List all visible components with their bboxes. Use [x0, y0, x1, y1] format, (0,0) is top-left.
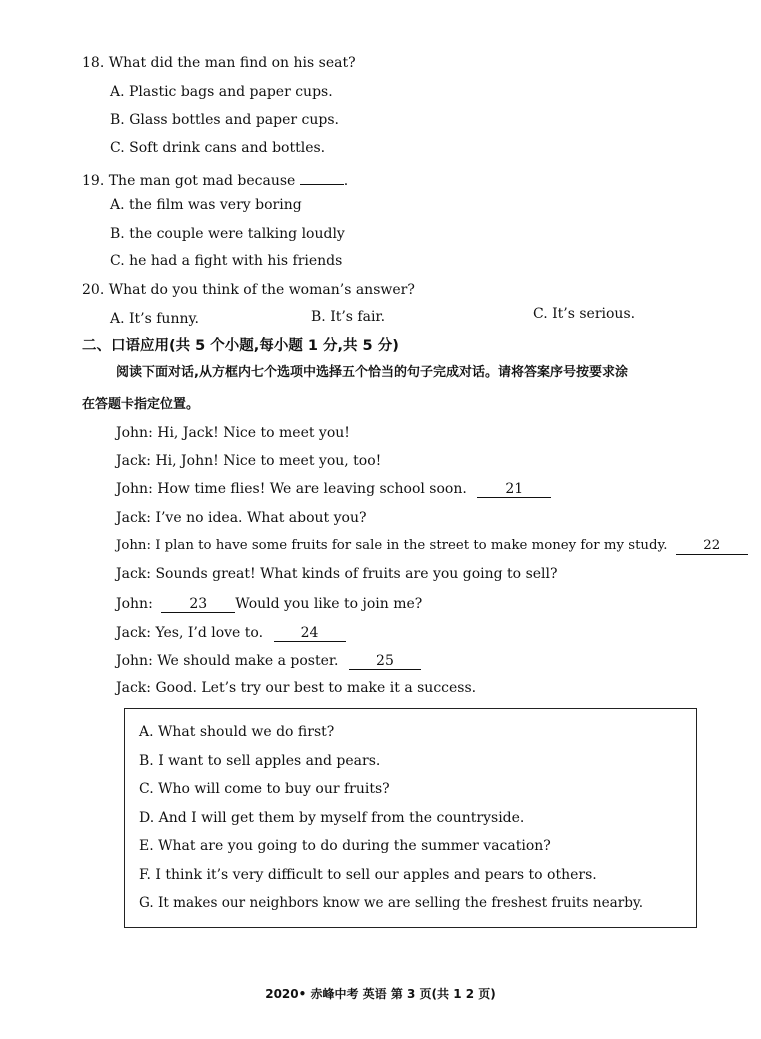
dialogue-line — [116, 652, 421, 670]
dialogue-text: Would you like to join me? — [235, 596, 423, 612]
choice-b: B. I want to sell apples and pears. — [139, 753, 381, 769]
dialogue-speaker: Jack: — [116, 453, 151, 469]
question-20-option-b: B. It’s fair. — [311, 309, 386, 325]
dialogue-speaker: John: — [116, 425, 153, 441]
dialogue-text: We should make a poster. — [157, 653, 339, 669]
question-19-stem-text: 19. The man got mad because — [82, 173, 296, 189]
section-instruction-line-2: 在答题卡指定位置。 — [82, 397, 200, 412]
question-18-option-a: A. Plastic bags and paper cups. — [110, 84, 333, 100]
dialogue-line — [116, 679, 476, 697]
dialogue-line — [116, 509, 366, 527]
dialogue-line — [116, 480, 551, 498]
dialogue-text: Sounds great! What kinds of fruits are you going to sell? — [155, 566, 558, 582]
choice-d: D. And I will get them by myself from the countryside. — [139, 810, 525, 826]
section-instruction-line-1: 阅读下面对话,从方框内七个选项中选择五个恰当的句子完成对话。请将答案序号按要求涂 — [116, 365, 628, 380]
dialogue-text: I’ve no idea. What about you? — [155, 510, 367, 526]
dialogue-speaker: Jack: — [116, 625, 151, 641]
question-19-option-c: C. he had a fight with his friends — [110, 253, 343, 269]
dialogue-line — [116, 565, 558, 583]
dialogue-text: How time flies! We are leaving school soon. — [157, 481, 467, 497]
question-19-stem-end: . — [343, 173, 349, 189]
question-19-stem — [82, 168, 348, 190]
question-19-option-b: B. the couple were talking loudly — [110, 226, 345, 242]
choice-e: E. What are you going to do during the summer vacation? — [139, 838, 551, 854]
dialogue-text: I plan to have some fruits for sale in the street to make money for my study. — [155, 538, 668, 553]
question-19-option-a: A. the film was very boring — [110, 197, 302, 213]
question-20-option-c: C. It’s serious. — [533, 306, 636, 322]
answer-blank-22[interactable]: 22 — [676, 538, 748, 555]
answer-blank-21[interactable]: 21 — [477, 481, 551, 498]
dialogue-speaker: Jack: — [116, 680, 151, 696]
choice-c: C. Who will come to buy our fruits? — [139, 781, 390, 797]
choice-a: A. What should we do first? — [139, 724, 335, 740]
dialogue-line — [116, 537, 748, 555]
question-19-blank — [300, 168, 344, 185]
dialogue-line — [116, 424, 350, 442]
question-18-stem: 18. What did the man find on his seat? — [82, 55, 356, 71]
answer-blank-24[interactable]: 24 — [274, 625, 346, 642]
choice-f: F. I think it’s very difficult to sell our apples and pears to others. — [139, 867, 597, 883]
dialogue-line — [116, 452, 381, 470]
dialogue-speaker: John: — [116, 596, 153, 612]
answer-blank-23[interactable]: 23 — [161, 596, 235, 613]
question-20-option-a: A. It’s funny. — [110, 311, 199, 327]
dialogue-text: Yes, I’d love to. — [155, 625, 264, 641]
dialogue-text: Hi, John! Nice to meet you, too! — [155, 453, 382, 469]
page-footer: 2020• 赤峰中考 英语 第 3 页(共 1 2 页) — [265, 987, 496, 1001]
dialogue-speaker: John: — [116, 538, 151, 553]
dialogue-speaker: John: — [116, 481, 153, 497]
question-20-stem: 20. What do you think of the woman’s answer? — [82, 282, 415, 298]
answer-blank-25[interactable]: 25 — [349, 653, 421, 670]
dialogue-speaker: John: — [116, 653, 153, 669]
dialogue-speaker: Jack: — [116, 566, 151, 582]
dialogue-speaker: Jack: — [116, 510, 151, 526]
dialogue-text: Hi, Jack! Nice to meet you! — [157, 425, 350, 441]
section-title: 二、口语应用(共 5 个小题,每小题 1 分,共 5 分) — [82, 338, 399, 354]
question-18-option-c: C. Soft drink cans and bottles. — [110, 140, 326, 156]
dialogue-text: Good. Let’s try our best to make it a success. — [155, 680, 477, 696]
dialogue-line — [116, 624, 346, 642]
choice-g: G. It makes our neighbors know we are selling the freshest fruits nearby. — [139, 895, 644, 911]
question-18-option-b: B. Glass bottles and paper cups. — [110, 112, 339, 128]
dialogue-line — [116, 595, 422, 613]
